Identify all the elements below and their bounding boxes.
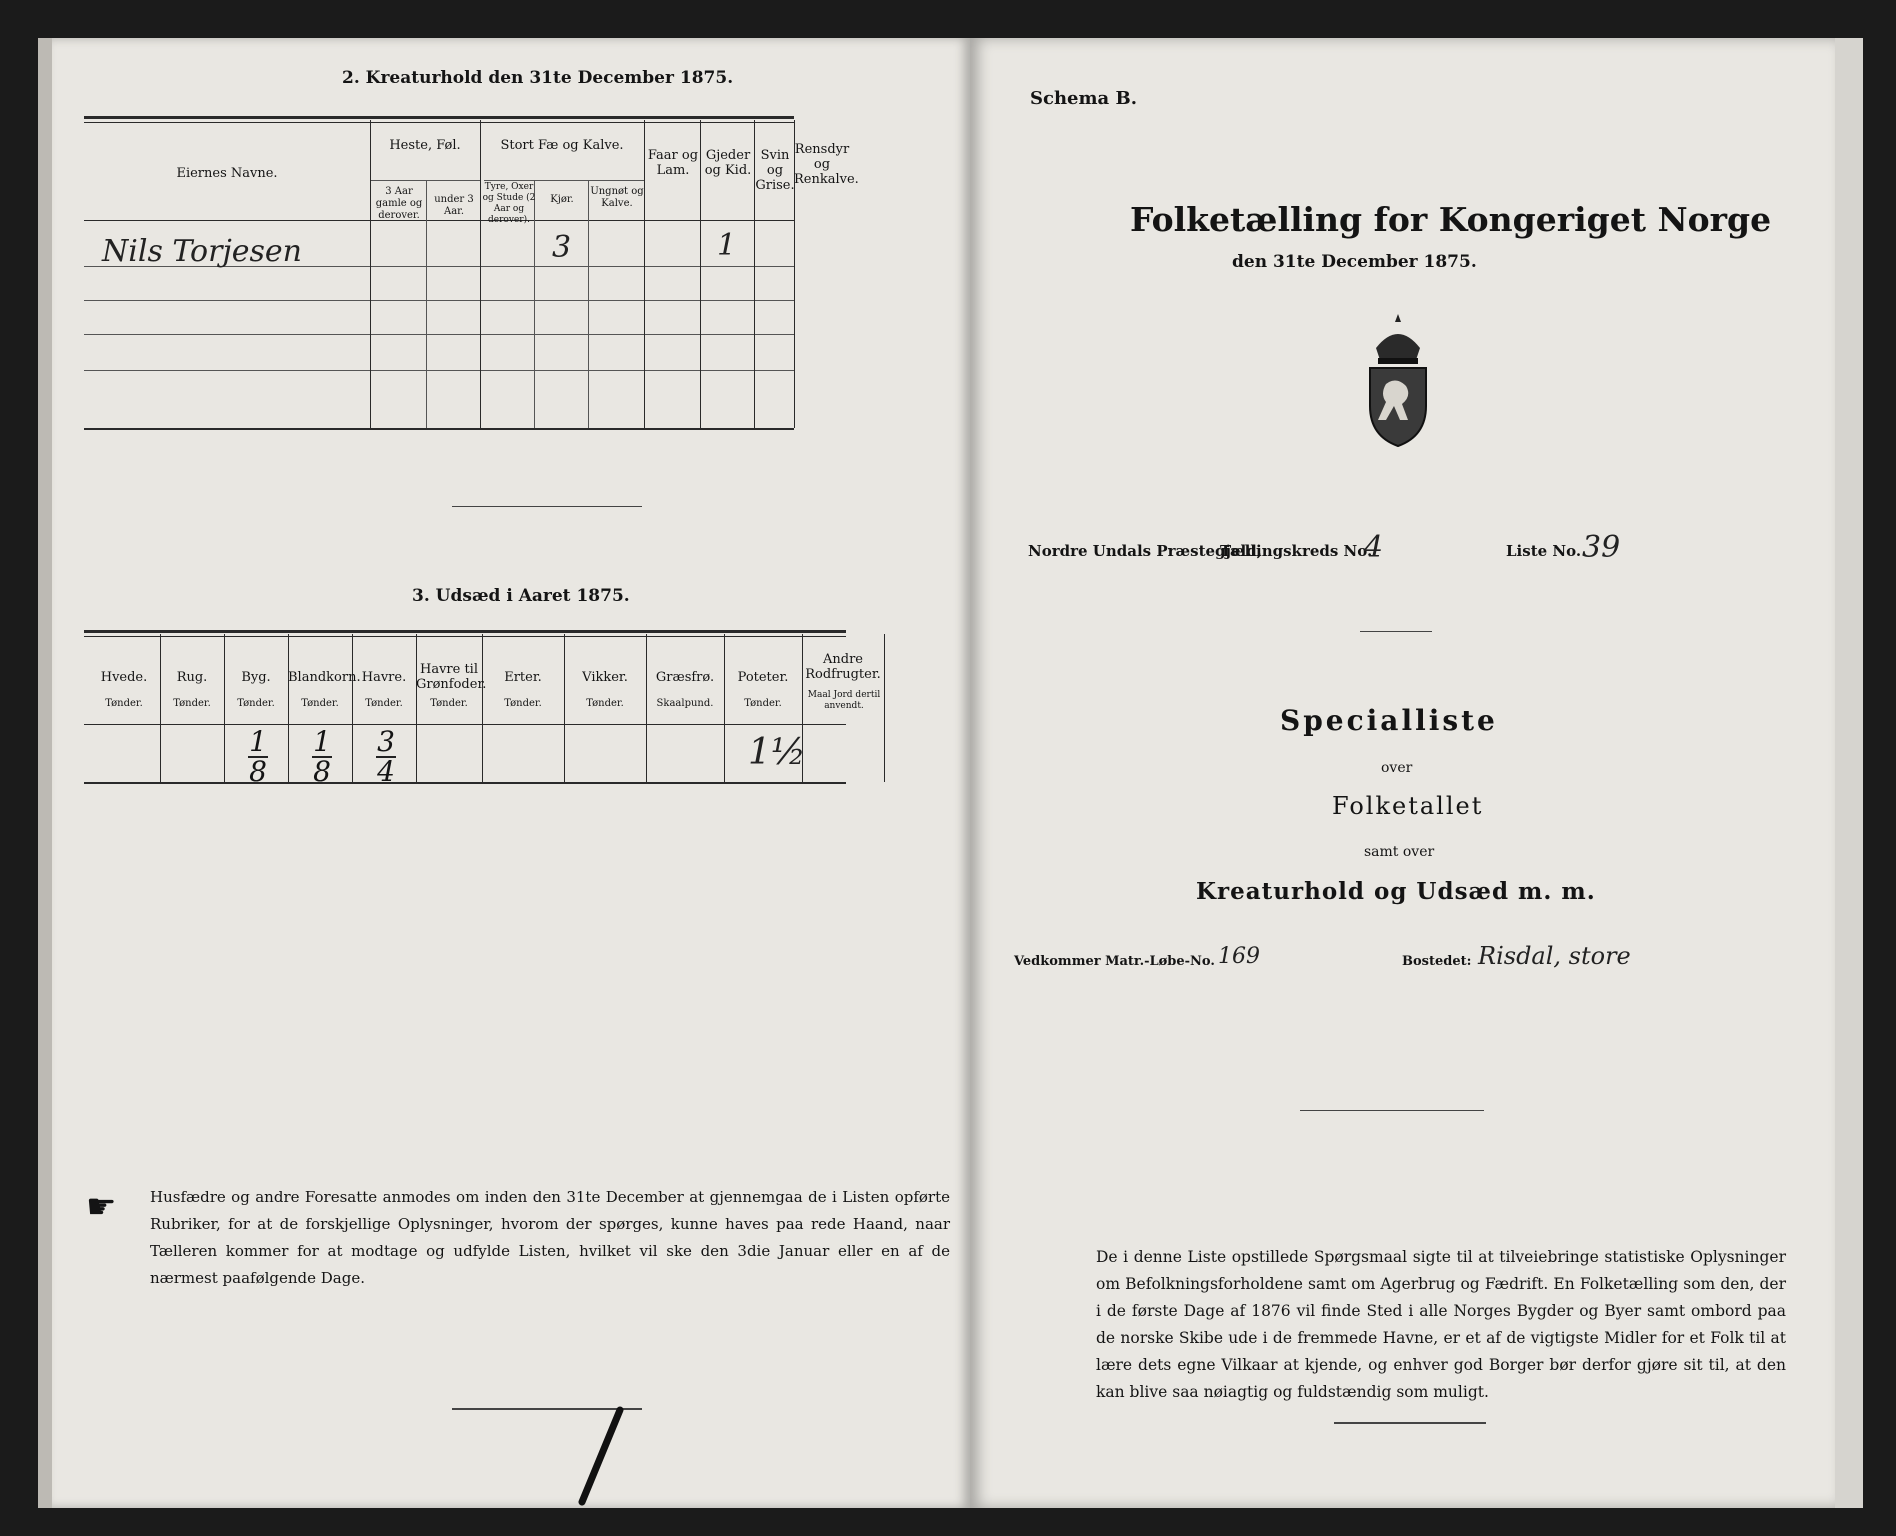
crop-header: Hvede. (100, 670, 148, 685)
crop-header: Blandkorn. (288, 670, 361, 685)
unit-label: Tønder. (365, 698, 403, 709)
district-number: 4 (1364, 530, 1384, 565)
kreatur-title: Kreaturhold og Udsæd m. m. (1196, 878, 1596, 905)
specialliste-title: Specialliste (1280, 704, 1498, 737)
table3-header-rule (84, 724, 846, 725)
table2-col (644, 120, 645, 428)
matr-label: Vedkommer Matr.-Løbe-No. (1014, 954, 1215, 969)
info-paragraph: De i denne Liste opstillede Spørgsmaal sigte til at tilveiebringe statistiske Oplysninger om Befolkningsforholdene samt om Agerbrug og Fædrift. En Folketælling som den, der i de første Dage af 1876 vil finde Sted i alle Norges Bygder og Byer samt ombord paa de norske Skibe ude i de fremmede Havne, er et af de vigtigste Midler for et Folk til at lære dets egne Vilkaar at kjende, og enhver god Borger bør derfor gjøre sit til, at den kan blive saa nøiagtig og fuldstændig som muligt. (1096, 1248, 1786, 1401)
table2-bottom-rule (84, 428, 794, 430)
table2-top-rule-2 (84, 122, 794, 123)
divider (1334, 1422, 1486, 1424)
byg-value: 1 8 (249, 725, 267, 788)
bulls-header: Tyre, Oxer og Stude (2 Aar og derover). (482, 182, 536, 225)
pigs-header: Svin og Grise. (755, 148, 795, 193)
divider (1300, 1110, 1484, 1111)
young-cattle-header: Ungnøt og Kalve. (590, 186, 644, 209)
reindeer-header: Rensdyr og Renkalve. (794, 142, 859, 187)
table2-row-rule (84, 370, 794, 371)
samt-over-text: samt over (1364, 844, 1435, 860)
table3-top-rule (84, 630, 846, 633)
table3-bottom-rule (84, 782, 846, 784)
crop-header: Vikker. (582, 670, 628, 685)
horses-header: Heste, Føl. (389, 138, 461, 153)
list-label: Liste No. (1506, 542, 1582, 560)
unit-label: Maal Jord dertil anvendt. (807, 690, 881, 711)
horses-subrule (370, 180, 480, 181)
owner-header: Eiernes Navne. (176, 166, 278, 181)
main-title: Folketælling for Kongeriget Norge (1130, 200, 1772, 239)
census-date: den 31te December 1875. (1232, 252, 1477, 272)
horses-old-header: 3 Aar gamle og derover. (375, 186, 423, 221)
unit-label: Tønder. (301, 698, 339, 709)
unit-label: Tønder. (430, 698, 468, 709)
matr-number: 169 (1218, 944, 1260, 969)
table2-col (480, 120, 481, 428)
crop-header: Andre Rodfrugter. (805, 652, 881, 682)
pen-icon (572, 1406, 632, 1506)
cows-value: 3 (552, 230, 572, 265)
folketallet-text: Folketallet (1332, 792, 1484, 820)
unit-label: Skaalpund. (656, 698, 714, 709)
crop-header: Poteter. (737, 670, 789, 685)
bosted-value: Risdal, store (1478, 942, 1631, 970)
pointing-hand-icon: ☛ (86, 1187, 117, 1227)
unit-label: Tønder. (105, 698, 143, 709)
unit-label: Tønder. (744, 698, 782, 709)
poteter-value: 1½ (748, 732, 806, 773)
cattle-header: Stort Fæ og Kalve. (500, 138, 624, 153)
unit-label: Tønder. (504, 698, 542, 709)
table3-col (884, 634, 885, 782)
section3-title: 3. Udsæd i Aaret 1875. (412, 586, 630, 606)
right-page (970, 38, 1835, 1508)
notice-text: Husfædre og andre Foresatte anmodes om inden den 31te December at gjennemgaa de i Listen opførte Rubriker, for at de forskjellige Oplysninger, hvorom der spørges, kunne haves paa rede Haand, naar Tælleren kommer for at modtage og udfylde Listen, hvilket vil ske den 3die Januar eller en af de nærmest paafølgende Dage. (150, 1188, 950, 1287)
crop-header: Byg. (241, 670, 271, 685)
crop-header: Græsfrø. (655, 670, 715, 685)
crop-header: Erter. (504, 670, 542, 685)
divider (1360, 631, 1432, 632)
sheep-header: Faar og Lam. (647, 148, 699, 178)
owner-name: Nils Torjesen (102, 234, 302, 269)
page-edge-left (38, 38, 52, 1508)
left-page (52, 38, 970, 1508)
cattle-subrule (484, 180, 644, 181)
table2-col (370, 120, 371, 428)
over-text: over (1381, 760, 1413, 776)
section2-title: 2. Kreaturhold den 31te December 1875. (342, 68, 734, 88)
unit-label: Tønder. (173, 698, 211, 709)
table3-top-rule-2 (84, 636, 846, 637)
table2-row-rule (84, 334, 794, 335)
coat-of-arms-icon (1362, 310, 1434, 450)
table2-col (588, 180, 589, 428)
divider (452, 506, 642, 507)
crop-header: Rug. (176, 670, 208, 685)
schema-label: Schema B. (1030, 88, 1137, 109)
list-number: 39 (1582, 530, 1621, 565)
havre-value: 3 4 (377, 725, 395, 788)
table2-top-rule (84, 116, 794, 119)
cows-header: Kjør. (550, 194, 574, 205)
crop-header: Havre til Grønfoder. (416, 662, 487, 692)
blandkorn-value: 1 8 (313, 725, 331, 788)
bosted-label: Bostedet: (1402, 954, 1472, 969)
crop-header: Havre. (361, 670, 407, 685)
district-label: Tællingskreds No. (1220, 542, 1373, 560)
parish-label: Nordre Undals Præstegjeld, (1028, 542, 1262, 560)
horses-young-header: under 3 Aar. (434, 194, 474, 217)
sheep-value: 1 (717, 228, 737, 263)
unit-label: Tønder. (237, 698, 275, 709)
table2-row-rule (84, 300, 794, 301)
table2-header-rule (84, 220, 794, 221)
page-edge-right (1835, 38, 1863, 1508)
goats-header: Gjeder og Kid. (704, 148, 752, 178)
unit-label: Tønder. (586, 698, 624, 709)
